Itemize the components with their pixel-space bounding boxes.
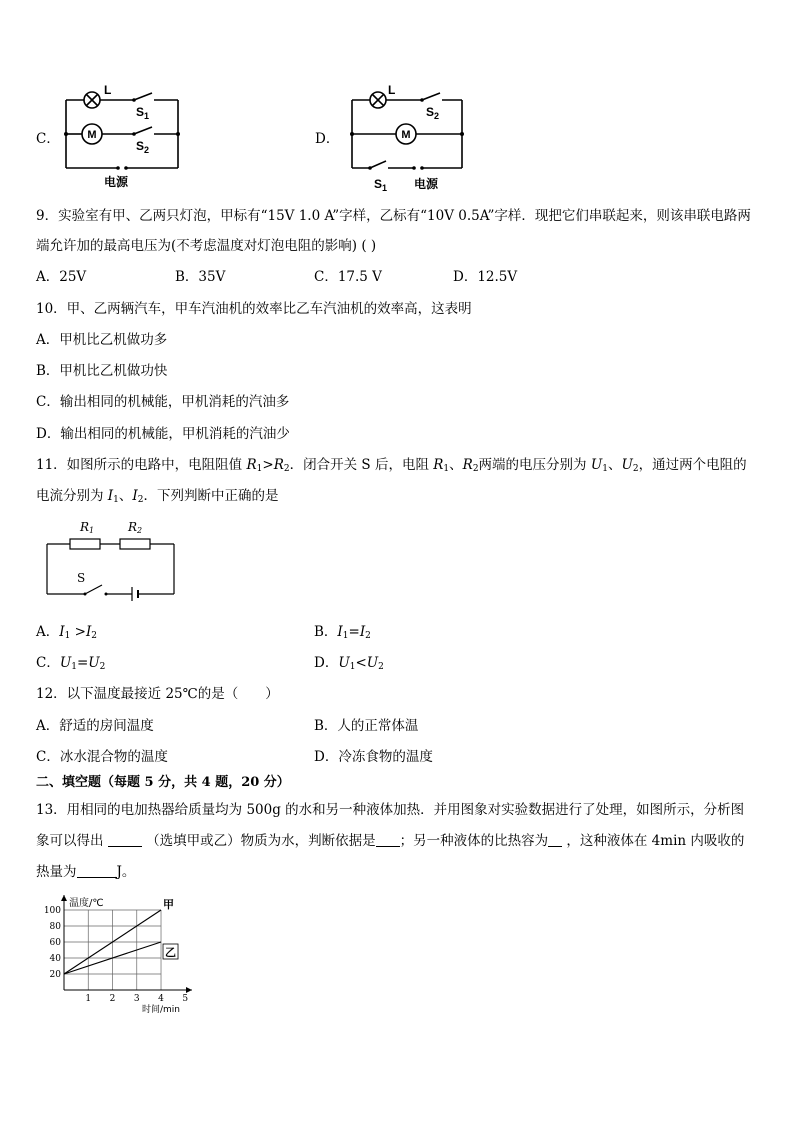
- q11-line1: 11．如图所示的电路中，电阻阻值 $R_1>R_2$．闭合开关 S 后，电阻 $R_1$、$R_2$两端的电压分别为 $U_1$、$U_2$，通过两个电阻的: [36, 457, 747, 474]
- svg-text:R1: [79, 520, 94, 535]
- q13-line1: 13．用相同的电加热器给质量均为 500g 的水和另一种液体加热．并用图象对实验数据进行了处理，如图所示，分析图: [36, 802, 745, 818]
- s1-sub: 1: [144, 111, 150, 121]
- x-tick-label: 3: [133, 994, 140, 1004]
- power-label: 电源: [104, 175, 129, 189]
- q11-option-a: A．$I_1 >I_2$: [36, 624, 98, 641]
- s2-sub: 2: [434, 111, 440, 121]
- r1-sub: 1: [89, 526, 95, 535]
- q13-blank-1: [108, 833, 142, 847]
- q13-blank-4: [77, 864, 117, 878]
- q11-option-d: D．$U_1<U_2$: [314, 655, 384, 672]
- s1-label: S: [136, 105, 145, 119]
- circuit-d: [346, 84, 476, 194]
- lamp-symbol: [84, 92, 100, 108]
- q9-option-c: C．17.5 V: [314, 269, 382, 285]
- lamp-label: L: [104, 83, 112, 97]
- x-axis-arrow: [186, 987, 192, 993]
- q12-option-c: C．冰水混合物的温度: [36, 749, 168, 765]
- series-label-jia: 甲: [163, 898, 175, 911]
- r2-label: R: [128, 520, 138, 534]
- q13-line2: 象可以得出 （选填甲或乙）物质为水，判断依据是 ；另一种液体的比热容为 ，这种液体在 4min 内吸收的: [36, 833, 745, 849]
- q12-stem: 12．以下温度最接近 25℃的是（ ）: [36, 686, 279, 702]
- s2-label: S: [426, 105, 435, 119]
- lamp-label: L: [388, 83, 396, 97]
- q8-option-d-label: D．: [315, 131, 340, 147]
- svg-text:S2: [136, 139, 149, 155]
- s2-sub: 2: [144, 145, 150, 155]
- motor-label: M: [87, 129, 97, 141]
- switch-s-label: S: [77, 571, 86, 585]
- q12-option-a: A．舒适的房间温度: [36, 718, 154, 734]
- q10-option-c: C．输出相同的机械能，甲机消耗的汽油多: [36, 394, 290, 410]
- s2-label: S: [136, 139, 145, 153]
- x-tick-label: 1: [85, 994, 92, 1004]
- resistor-r1: [70, 539, 100, 549]
- x-tick-label: 4: [158, 994, 164, 1004]
- q10-option-d: D．输出相同的机械能，甲机消耗的汽油少: [36, 426, 290, 442]
- q12-option-b: B．人的正常体温: [314, 718, 419, 734]
- power-label: 电源: [414, 177, 439, 191]
- x-tick-label: 2: [109, 994, 116, 1004]
- svg-text:R2: [127, 520, 142, 535]
- motor-label: M: [401, 129, 411, 141]
- q13-blank-2: [376, 833, 400, 847]
- switch-s-blade: [85, 585, 102, 594]
- q9-option-a: A．25V: [36, 269, 87, 285]
- y-tick-label: 80: [49, 922, 61, 932]
- q13-blank-3: [548, 833, 562, 847]
- q9-line1: 9．实验室有甲、乙两只灯泡，甲标有“15V 1.0 A”字样，乙标有“10V 0.5A”字样．现把它们串联起来，则该串联电路两: [36, 208, 751, 224]
- resistor-r2: [120, 539, 150, 549]
- q13-temperature-chart: [36, 892, 196, 1032]
- y-axis-arrow: [61, 895, 67, 901]
- q13-line3: 热量为 J。: [36, 864, 136, 880]
- svg-text:S1: [136, 105, 149, 121]
- r2-sub: 2: [137, 526, 143, 535]
- svg-text:S1: [374, 177, 387, 193]
- q12-option-d: D．冷冻食物的温度: [314, 749, 433, 765]
- q8-option-c-label: C．: [36, 131, 60, 147]
- section-title: 二、填空题（每题 5 分，共 4 题，20 分）: [36, 775, 290, 790]
- y-axis-label: 温度/℃: [69, 898, 104, 909]
- series-label-yi: 乙: [165, 946, 177, 959]
- q10-option-a: A．甲机比乙机做功多: [36, 332, 168, 348]
- x-axis-label: 时间/min: [142, 1005, 181, 1015]
- s1-sub: 1: [382, 183, 388, 193]
- q10-option-b: B．甲机比乙机做功快: [36, 363, 168, 379]
- q9-option-d: D．12.5V: [453, 269, 518, 285]
- q11-option-b: B．$I_1=I_2$: [314, 624, 371, 641]
- x-tick-label: 5: [182, 994, 189, 1004]
- circuit-c: [60, 84, 190, 194]
- q11-circuit: [40, 516, 180, 606]
- y-tick-label: 100: [43, 906, 61, 916]
- s1-label: S: [374, 177, 383, 191]
- svg-text:S2: [426, 105, 439, 121]
- q9-line2: 端允许加的最高电压为(不考虑温度对灯泡电阻的影响) ( ): [36, 238, 377, 254]
- lamp-symbol: [370, 92, 386, 108]
- q9-option-b: B．35V: [175, 269, 226, 285]
- y-tick-label: 20: [49, 970, 61, 980]
- q10-stem: 10．甲、乙两辆汽车，甲车汽油机的效率比乙车汽油机的效率高，这表明: [36, 301, 472, 317]
- y-tick-label: 60: [49, 938, 61, 948]
- q11-line2: 电流分别为 $I_1$、$I_2$．下列判断中正确的是: [36, 488, 279, 505]
- q11-option-c: C．$U_1=U_2$: [36, 655, 106, 672]
- y-tick-label: 40: [49, 954, 61, 964]
- r1-label: R: [80, 520, 90, 534]
